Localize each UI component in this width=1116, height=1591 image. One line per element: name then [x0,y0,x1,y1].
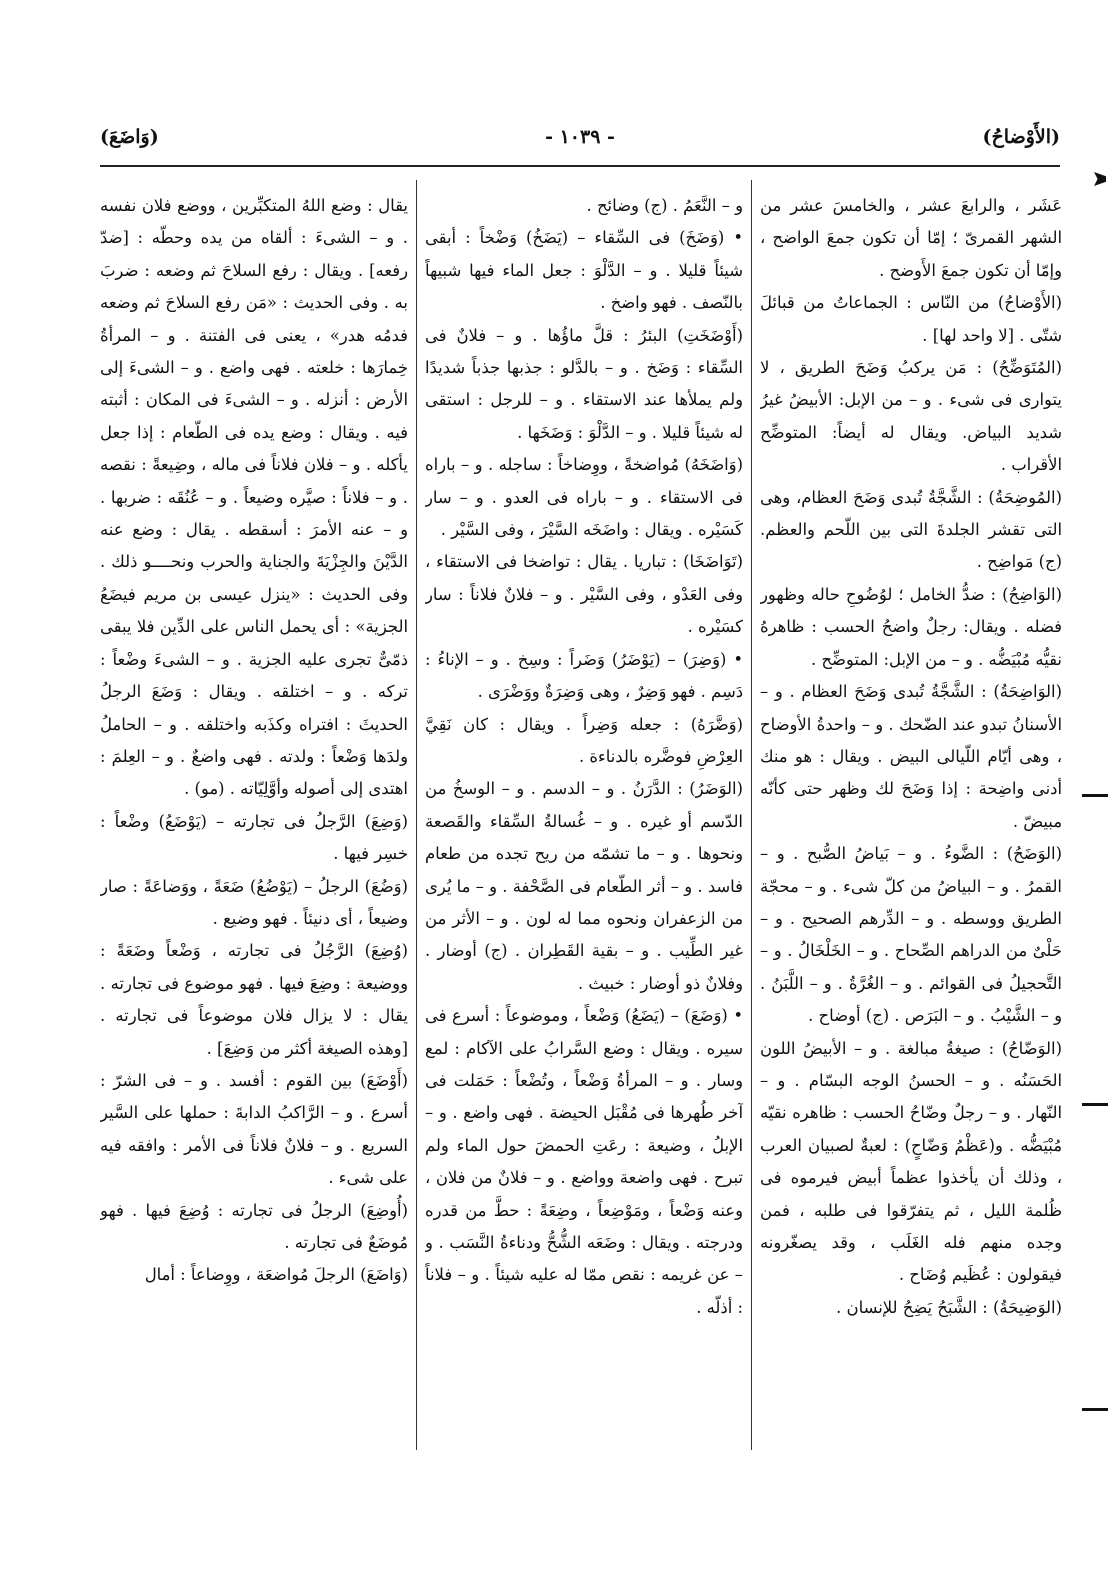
entry: (الوَاضِحُ) : ضدُّ الخامل ؛ لوُضُوحِ حاله وظهور فضله . ويقال: رجلٌ واضحُ الحسب : ظاهرهُ نقيُّه مُبْيَضُّه . و – من الإبل: المتوضِّح . [760,584,1062,669]
entry: يقال : وضع اللهُ المتكبِّرين ، ووضع فلان نفسه . و – الشىءَ : ألقاه من يده وحطّه : [ضدّ رفعه] . ويقال : رفع السلاحَ ثم وضعه : ضربَ به . وفى الحديث : «مَن رفع السلاحَ ثم وضعه فدمُه هدر» ، يعنى فى الفتنة . و – المرأةُ خِمارَها : خلعته . فهى واضع . و – الشىءَ إلى الأرض : أنزله . و – الشىءَ فى المكان : أثبته فيه . ويقال : وضع يده فى الطّعام : إذا جعل يأكله . و – فلان فلاناً فى ماله ، وضِيعةً : نقصه . و – فلاناً : صيَّره وضيعاً . و – عُنُقَه : ضربها . و – عنه الأمرَ : أسقطه . يقال : وضع عنه الدَّيْنَ والجِزْيَةَ والجناية والحرب ونحــــو ذلك . وفى الحديث : «ينزل عيسى بن مريم فيضَعُ الجزية» : أى يحمل الناس على الدِّين فلا يبقى ذمّىٌّ تجرى عليه الجزية . و – الشىءَ وضْعاً : تركه . و – اختلقه . ويقال : وَضَعَ الرجلُ الحديثَ : افتراه وكذَبه واختلقه . و – الحاملُ ولدَها وَضْعاً : ولدته . فهى واضعٌ . و – العِلمَ : اهتدى إلى أصوله وأوَّلِيّاته . (مو) . [100,196,408,799]
column-middle [425,190,743,1450]
entry: عَشَر ، والرابعَ عشر ، والخامسَ عشر من الشهر القمرىّ ؛ إمّا أن تكون جمعَ الواضح ، وإمّا أن تكون جمعَ الأَوضح . [760,196,1062,280]
entry: • (وَضَخَ) فى السِّقاء – (يَضَخُ) وَضْخاً : أبقى شيئاً قليلا . و – الدَّلْوَ : جعل الماء فيها شبيهاً بالنّصف . فهو واضخ . [425,228,743,313]
entry: (وَاضَعَ) الرجلَ مُواضعَة ، ووِضاعاً : أمال [144,1265,408,1285]
entry: (الوَضَحُ) : الضَّوءُ . و – بَياضُ الصُّبح . و – القمرُ . و – البياضُ من كلّ شىء . و – محجّة الطريق ووسطه . و – الدِّرهم الصحيح . و – حَلْىٌ من الدراهم الصِّحاح . و – الخَلْخَالُ . و – التَّحجيلُ فى القوائم . و – الغُرَّةُ . و – اللَّبَنُ . و – الشَّيْبُ . و – البَرَص . (ج) أوضاح . [760,844,1062,1026]
entry: • (وَضِرَ) – (يَوْضَرُ) وَضَراً : وسِخ . و – الإناءُ : دَسِم . فهو وَضِرٌ ، وهى وَضِرَةٌ ووَضْرَى . [425,649,743,702]
entry: (الوَاضِحَةُ) : الشَّجَّةُ تُبدى وَضَحَ العظام . و – الأسنانُ تبدو عند الضّحك . و – واحدةُ الأوضاح ، وهى أيّام اللّيالى البيض . ويقال : هو منك أدنى واضِحة : إذا وَضَحَ لك وظهر حتى كأنّه مبيضّ . [760,682,1062,831]
entry: (وَضِعَ) الرَّجلُ فى تجارته – (يَوْضَعُ) وضْعاً : خسِر فيها . [100,811,408,864]
column-right [760,190,1062,1450]
entry: (أَوْضَعَ) بين القوم : أفسد . و – فى الشرّ : أسرع . و – الرَّاكبُ الدابةَ : حملها على السَّير السريع . و – فلانٌ فلاناً فى الأمر : وافقه فيه على شىء . [100,1070,408,1188]
entry: (المُتَوَضِّحُ) : مَن يركبُ وَضَحَ الطريق ، لا يتوارى فى شىء . و – من الإبل: الأبيضُ غيرُ شديد البياض. ويقال له أيضاً: المتوضِّح الأقراب . [760,358,1062,475]
scan-mark [1094,172,1106,186]
entry: (وَضَّرَهُ) : جعله وَضِراً . ويقال : كان نَقِيَّ العِرْضِ فوضَّره بالدناءة . [425,714,743,766]
page-header [100,126,1060,160]
column-left [100,190,408,1450]
entry: (المُوضِحَةُ) : الشَّجَّةُ تُبدى وَضَحَ العظام، وهى التى تقشر الجلدةَ التى بين اللّحم والعظم. (ج) مَواضِح . [760,487,1062,572]
page-number: - ١٠٣٩ - [545,126,615,148]
entry: (الوَضّاحُ) : صيغةُ مبالغة . و – الأبيضُ اللون الحَسَنُه . و – الحسنُ الوجه البسّام . و – النّهار . و – رجلٌ وضّاحُ الحسب : ظاهره نقيّه مُبْيَضُّه . و(عَظْمُ وَضّاحٍ) : لعبةٌ لصبيان العرب ، وذلك أن يأخذوا عظماً أبيض فيرموه فى ظُلمة الليل ، ثم يتفرّقوا فى طلبه ، فمن وجده منهم فله الغَلَب ، وقد يصغّرونه فيقولون : عُظَيم وُضَاح . [760,1038,1062,1285]
entry: (الوَضِيحَةُ) : الشَّبَحُ يَضِحُ للإنسان . [836,1297,1062,1317]
entry: • (وَضَعَ) – (يَضَعُ) وَضْعاً ، وموضوعاً : أسرع فى سيره . ويقال : وضع السَّرابُ على الآكام : لمع وسار . و – المرأةُ وَضْعاً ، وتُضْعاً : حَمَلت فى آخر طُهرها فى مُقْبَل الحيضة . فهى واضع . و – الإبلُ ، وضيعة : رعَتِ الحمضَ حول الماء ولم تبرح . فهى واضعة وواضع . و – فلانٌ من فلان ، وعنه وَضْعاً ، ومَوْضِعاً ، وضِعَةً : حطَّ من قدره ودرجته . ويقال : وضَعَه الشُّحُّ ودناءةُ النَّسَب . و – عن غريمه : نقص ممّا له عليه شيئاً . و – فلاناً : أذلّه . [425,1006,743,1317]
scan-mark [1082,1408,1108,1411]
scan-mark [1082,1103,1108,1106]
entry: (تَوَاضَخَا) : تباريا . يقال : تواضخا فى الاستقاء ، وفى العَدْو ، وفى السَّيْر . و – فلانٌ فلاناً : سار كسَيْره . [425,552,743,637]
entry: و – النَّعَمُ . (ج) وضائح . [586,196,743,215]
entry: (وَضُعَ) الرجلُ – (يَوْضُعُ) ضَعَةً ، ووَضاعَةً : صار وضيعاً ، أى دنيئاً . فهو وضيع . [100,876,408,928]
entry: (أَوْضَخَتِ) البئرُ : قلَّ ماؤُها . و – فلانٌ فى السِّقاء : وَضَخ . و – بالدَّلو : جذبها جذباً شديدًا ولم يملأها عند الاستقاء . و – للرجل : استقى له شيئاً قليلا . و – الدَّلْوَ : وَضَخَها . [425,325,743,442]
header-first-entry: (الأَوْضاحُ) [982,126,1060,148]
entry: (وَاضَخَهُ) مُواضخةً ، ووِضاخاً : ساجله . و – باراه فى الاستقاء . و – باراه فى العدو . و – سار كَسَيْره . ويقال : واضَخَه السَّيْرَ ، وفى السَّيْر . [425,455,743,540]
scan-mark [1082,794,1108,797]
entry: (الوَضَرُ) : الدَّرَنُ . و – الدسم . و – الوسخُ من الدّسم أو غيره . و – غُسالةُ السِّقاء والقَصعة ونحوها . و – ما تشمّه من ريح تجده من طعام فاسد . و – أثر الطّعام فى الصَّحْفة . و – ما يُرى من الزعفران ونحوه مما له لون . و – الأثر من غير الطِّيب . و – بقية القَطِران . (ج) أوضار . وفلانٌ ذو أوضار : خبيث . [425,779,743,993]
entry: (أُوضِعَ) الرجلُ فى تجارته : وُضِعَ فيها . فهو مُوضَعٌ فى تجارته . [100,1200,408,1252]
column-divider [751,180,752,1450]
entry: (وُضِعَ) الرَّجُلُ فى تجارته ، وَضْعاً وضَعَةً : ووضيعة : وضِعَ فيها . فهو موضوع فى تجارته . يقال : لا يزال فلان موضوعاً فى تجارته . [وهذه الصيغة أكثر من وَضِعَ] . [100,941,408,1058]
entry: (الأَوْضاحُ) من النّاس : الجماعاتُ من قبائلَ شتّى . [لا واحد لها] . [760,293,1062,345]
header-rule [100,165,1060,167]
header-last-entry: (وَاضَعَ) [100,126,159,148]
column-divider [416,180,417,1450]
